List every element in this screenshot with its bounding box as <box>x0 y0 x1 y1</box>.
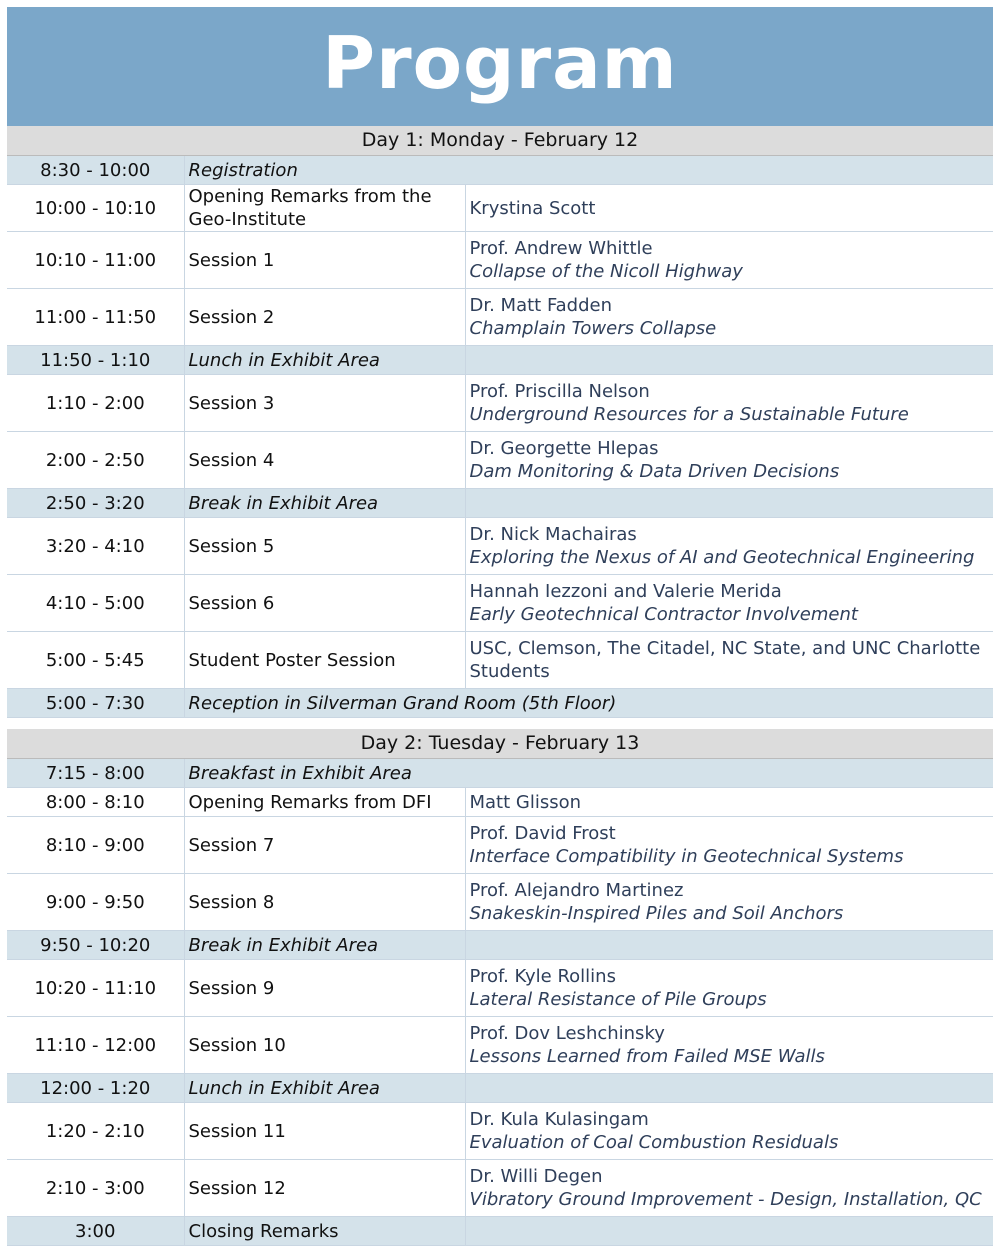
speaker-cell <box>465 289 993 346</box>
speaker-name: Prof. Andrew Whittle <box>469 238 653 259</box>
event-cell: Session 2 <box>184 289 465 346</box>
schedule-row-break <box>7 931 993 960</box>
event-cell: Session 9 <box>184 960 465 1017</box>
schedule-row <box>7 232 993 289</box>
schedule-row <box>7 874 993 931</box>
event-cell: Session 10 <box>184 1017 465 1074</box>
speaker-name: Hannah Iezzoni and Valerie Merida <box>469 581 782 602</box>
schedule-row-break <box>7 1074 993 1103</box>
speaker-name: Dr. Nick Machairas <box>469 524 637 545</box>
schedule-row <box>7 575 993 632</box>
talk-title: Vibratory Ground Improvement - Design, Installation, QC <box>469 1189 982 1210</box>
speaker-name: Prof. David Frost <box>469 823 616 844</box>
schedule-row <box>7 375 993 432</box>
speaker-name: Prof. Dov Leshchinsky <box>469 1023 665 1044</box>
event-cell: Break in Exhibit Area <box>184 489 465 518</box>
empty-cell <box>465 1217 993 1246</box>
speaker-cell <box>465 817 993 874</box>
event-cell: Break in Exhibit Area <box>184 931 465 960</box>
event-cell: Session 11 <box>184 1103 465 1160</box>
talk-title: Lateral Resistance of Pile Groups <box>469 989 767 1010</box>
talk-title: Exploring the Nexus of AI and Geotechnical Engineering <box>469 547 975 568</box>
time-cell: 8:00 - 8:10 <box>7 788 184 817</box>
time-cell: 7:15 - 8:00 <box>7 759 184 788</box>
empty-cell <box>465 1074 993 1103</box>
time-cell: 10:00 - 10:10 <box>7 185 184 232</box>
speaker-cell <box>465 232 993 289</box>
time-cell: 11:50 - 1:10 <box>7 346 184 375</box>
event-cell: Reception in Silverman Grand Room (5th Floor) <box>184 689 993 718</box>
speaker-name: Krystina Scott <box>469 197 596 219</box>
time-cell: 9:50 - 10:20 <box>7 931 184 960</box>
day-header-row <box>7 126 993 156</box>
time-cell: 3:20 - 4:10 <box>7 518 184 575</box>
schedule-row <box>7 1017 993 1074</box>
event-cell: Student Poster Session <box>184 632 465 689</box>
talk-title: Early Geotechnical Contractor Involvement <box>469 604 858 625</box>
day-header-row <box>7 729 993 759</box>
event-cell: Session 3 <box>184 375 465 432</box>
program-banner <box>7 7 993 126</box>
event-cell: Lunch in Exhibit Area <box>184 1074 465 1103</box>
time-cell: 1:20 - 2:10 <box>7 1103 184 1160</box>
event-cell: Session 4 <box>184 432 465 489</box>
talk-title: Collapse of the Nicoll Highway <box>469 261 743 282</box>
speaker-cell <box>465 788 993 817</box>
speaker-cell <box>465 632 993 689</box>
talk-title: Interface Compatibility in Geotechnical Systems <box>469 846 904 867</box>
empty-cell <box>465 346 993 375</box>
event-cell: Lunch in Exhibit Area <box>184 346 465 375</box>
talk-title: Underground Resources for a Sustainable Future <box>469 404 909 425</box>
speaker-name: Prof. Alejandro Martinez <box>469 880 684 901</box>
event-cell: Session 1 <box>184 232 465 289</box>
event-cell: Session 7 <box>184 817 465 874</box>
event-cell: Opening Remarks from the Geo-Institute <box>184 185 465 232</box>
schedule-row <box>7 817 993 874</box>
empty-cell <box>465 931 993 960</box>
event-cell: Closing Remarks <box>184 1217 465 1246</box>
schedule-row <box>7 1103 993 1160</box>
speaker-name: Prof. Kyle Rollins <box>469 966 616 987</box>
time-cell: 11:00 - 11:50 <box>7 289 184 346</box>
speaker-cell <box>465 960 993 1017</box>
time-cell: 12:00 - 1:20 <box>7 1074 184 1103</box>
speaker-name: Dr. Willi Degen <box>469 1166 603 1187</box>
schedule-row <box>7 1160 993 1217</box>
talk-title: Dam Monitoring & Data Driven Decisions <box>469 461 840 482</box>
speaker-cell <box>465 1103 993 1160</box>
day1-schedule-table <box>7 126 993 718</box>
event-cell: Breakfast in Exhibit Area <box>184 759 993 788</box>
schedule-row-break <box>7 346 993 375</box>
schedule-row <box>7 632 993 689</box>
schedule-row <box>7 432 993 489</box>
time-cell: 1:10 - 2:00 <box>7 375 184 432</box>
schedule-row <box>7 518 993 575</box>
talk-title: Champlain Towers Collapse <box>469 318 717 339</box>
time-cell: 10:10 - 11:00 <box>7 232 184 289</box>
speaker-cell <box>465 432 993 489</box>
day-header: Day 2: Tuesday - February 13 <box>7 729 993 759</box>
schedule-row <box>7 788 993 817</box>
time-cell: 8:10 - 9:00 <box>7 817 184 874</box>
event-cell: Registration <box>184 156 993 185</box>
time-cell: 10:20 - 11:10 <box>7 960 184 1017</box>
day-header: Day 1: Monday - February 12 <box>7 126 993 156</box>
time-cell: 11:10 - 12:00 <box>7 1017 184 1074</box>
schedule-row-break <box>7 156 993 185</box>
speaker-name: Dr. Georgette Hlepas <box>469 438 659 459</box>
page-title: Program <box>322 20 678 105</box>
schedule-row <box>7 960 993 1017</box>
speaker-cell <box>465 1017 993 1074</box>
schedule-row-break <box>7 489 993 518</box>
time-cell: 8:30 - 10:00 <box>7 156 184 185</box>
event-cell: Session 6 <box>184 575 465 632</box>
speaker-cell <box>465 518 993 575</box>
speaker-name: USC, Clemson, The Citadel, NC State, and UNC Charlotte Students <box>469 638 981 682</box>
time-cell: 2:00 - 2:50 <box>7 432 184 489</box>
time-cell: 5:00 - 5:45 <box>7 632 184 689</box>
schedule-row-break <box>7 689 993 718</box>
time-cell: 2:10 - 3:00 <box>7 1160 184 1217</box>
speaker-cell <box>465 575 993 632</box>
speaker-name: Prof. Priscilla Nelson <box>469 381 650 402</box>
schedule-row-break <box>7 759 993 788</box>
talk-title: Lessons Learned from Failed MSE Walls <box>469 1046 825 1067</box>
speaker-name: Matt Glisson <box>469 791 582 813</box>
schedule-row <box>7 289 993 346</box>
event-cell: Session 8 <box>184 874 465 931</box>
time-cell: 3:00 <box>7 1217 184 1246</box>
time-cell: 5:00 - 7:30 <box>7 689 184 718</box>
speaker-cell <box>465 185 993 232</box>
speaker-name: Dr. Kula Kulasingam <box>469 1109 649 1130</box>
time-cell: 9:00 - 9:50 <box>7 874 184 931</box>
speaker-name: Dr. Matt Fadden <box>469 295 613 316</box>
day2-schedule-table <box>7 729 993 1246</box>
schedule-row-break <box>7 1217 993 1246</box>
speaker-cell <box>465 375 993 432</box>
event-cell: Opening Remarks from DFI <box>184 788 465 817</box>
speaker-cell <box>465 874 993 931</box>
speaker-cell <box>465 1160 993 1217</box>
event-cell: Session 5 <box>184 518 465 575</box>
event-cell: Session 12 <box>184 1160 465 1217</box>
schedule-row <box>7 185 993 232</box>
time-cell: 4:10 - 5:00 <box>7 575 184 632</box>
talk-title: Evaluation of Coal Combustion Residuals <box>469 1132 839 1153</box>
empty-cell <box>465 489 993 518</box>
time-cell: 2:50 - 3:20 <box>7 489 184 518</box>
talk-title: Snakeskin-Inspired Piles and Soil Anchors <box>469 903 844 924</box>
